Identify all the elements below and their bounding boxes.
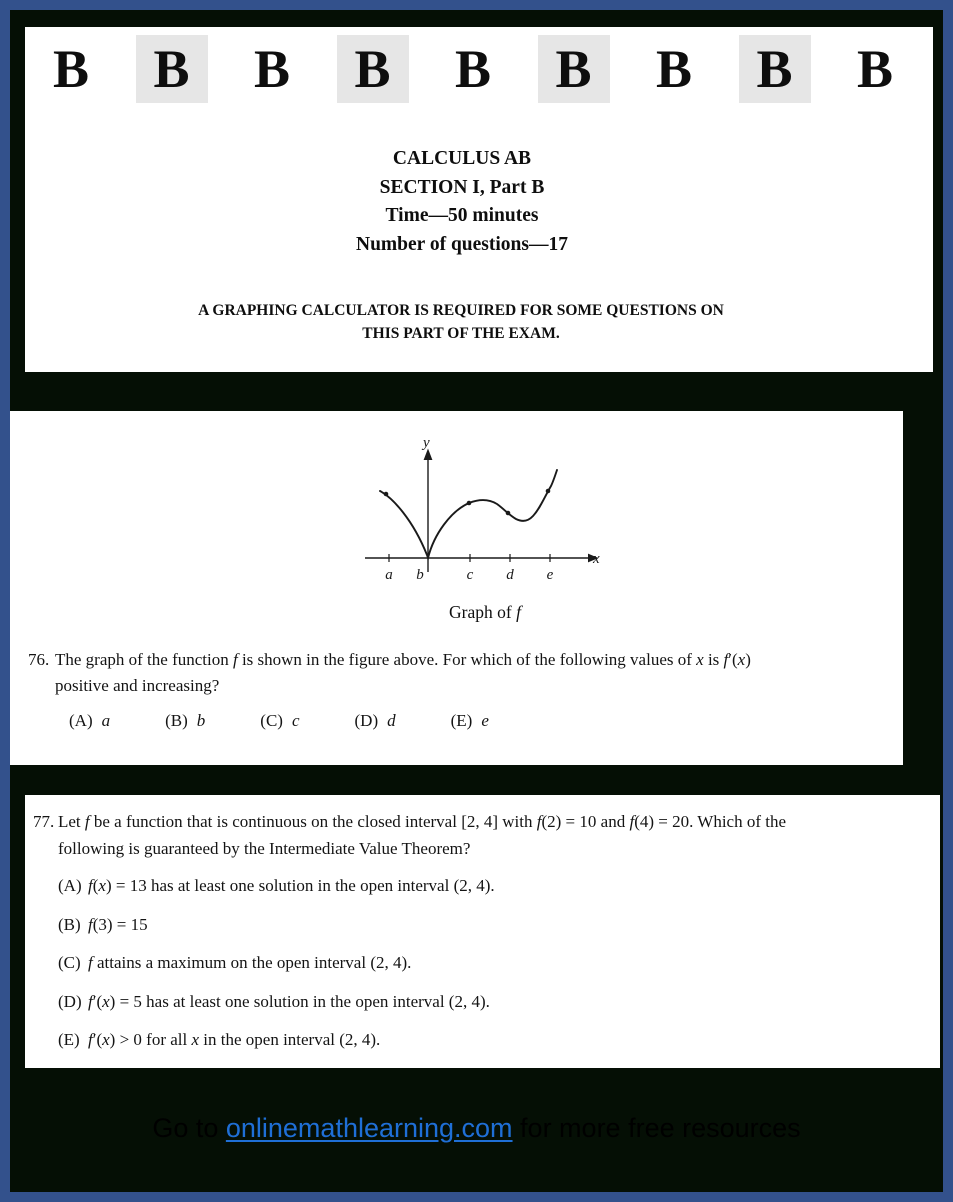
exam-title: CALCULUS AB — [392, 148, 532, 169]
section-letter-b: B — [856, 39, 894, 99]
choice-76-b: (B) b — [165, 711, 206, 730]
footer-link[interactable]: onlinemathlearning.com — [225, 1113, 513, 1143]
choice-77-d: (D) f′(x) = 5 has at least one solution in the open interval (2, 4). — [58, 991, 490, 1011]
choice-76-c: (C) c — [260, 711, 300, 730]
question-76 — [28, 647, 899, 734]
footer-prefix: Go to — [152, 1113, 226, 1143]
choice-77-e: (E) f′(x) > 0 for all x in the open interval (2, 4). — [58, 1030, 381, 1049]
marked-point-a — [384, 492, 389, 497]
tick-label-d: d — [506, 567, 514, 583]
exam-time-line: Time—50 minutes — [385, 205, 539, 226]
section-letter-b: B — [739, 35, 811, 103]
exam-section-line: SECTION I, Part B — [379, 176, 545, 198]
marked-point-c — [467, 501, 472, 506]
question-77-choices — [58, 875, 938, 1050]
calculator-notice-line2: THIS PART OF THE EXAM. — [362, 325, 560, 342]
marked-point-d — [506, 511, 511, 516]
footer-note — [0, 1113, 953, 1144]
tick-label-c: c — [466, 567, 474, 583]
question-76-number: 76. — [28, 650, 50, 669]
graph-caption-text: Graph of — [449, 602, 517, 622]
choice-76-e: (E) e — [450, 711, 489, 730]
tick-label-b: b — [416, 567, 424, 583]
question-77 — [33, 808, 938, 1068]
y-axis-label: y — [423, 435, 430, 451]
exam-question-count-line: Number of questions—17 — [356, 233, 568, 255]
section-letter-b: B — [655, 39, 693, 99]
curve-of-f — [380, 470, 557, 558]
question-76-stem-line2: positive and increasing? — [55, 676, 220, 695]
choice-76-d: (D) d — [354, 711, 396, 730]
calculator-notice — [7, 299, 915, 345]
question-77-number: 77. — [33, 812, 55, 831]
question-77-stem-line2: following is guaranteed by the Intermediate Value Theorem? — [58, 839, 471, 858]
section-letter-b: B — [538, 35, 610, 103]
calculator-notice-line1: A GRAPHING CALCULATOR IS REQUIRED FOR SOME QUESTIONS ON — [198, 302, 724, 319]
choice-76-a: (A) a — [69, 711, 111, 730]
section-letter-b: B — [253, 39, 291, 99]
tick-label-e: e — [546, 567, 554, 583]
tick-label-a: a — [385, 567, 393, 583]
section-letter-b: B — [454, 39, 492, 99]
footer-suffix: for more free resources — [512, 1113, 801, 1143]
question-77-body — [58, 808, 938, 1068]
marked-point-e — [546, 489, 551, 494]
exam-title-block — [8, 145, 916, 259]
section-letter-b: B — [52, 39, 90, 99]
x-axis-label: x — [593, 551, 600, 567]
section-letter-b: B — [136, 35, 208, 103]
question-77-panel — [25, 795, 940, 1068]
section-letter-b: B — [337, 35, 409, 103]
question-76-panel — [8, 411, 903, 765]
choice-77-b: (B) f(3) = 15 — [58, 914, 148, 934]
question-76-stem-line1: The graph of the function f is shown in the figure above. For which of the following values of x is f′(x) — [55, 650, 751, 669]
function-graph — [355, 435, 615, 595]
choice-77-a: (A) f(x) = 13 has at least one solution in the open interval (2, 4). — [58, 876, 495, 895]
function-graph-figure — [355, 435, 615, 623]
question-76-choices — [55, 708, 899, 734]
graph-caption — [355, 602, 615, 623]
section-letter-row — [25, 27, 933, 103]
question-77-stem-line1: Let f be a function that is continuous on the closed interval [2, 4] with f(2) = 10 and f(4) = 20. Which of the — [58, 812, 787, 831]
exam-header-panel — [25, 27, 933, 372]
graph-caption-variable: f — [516, 602, 521, 622]
question-76-body — [55, 647, 899, 734]
choice-77-c: (C) f attains a maximum on the open interval (2, 4). — [58, 953, 412, 972]
